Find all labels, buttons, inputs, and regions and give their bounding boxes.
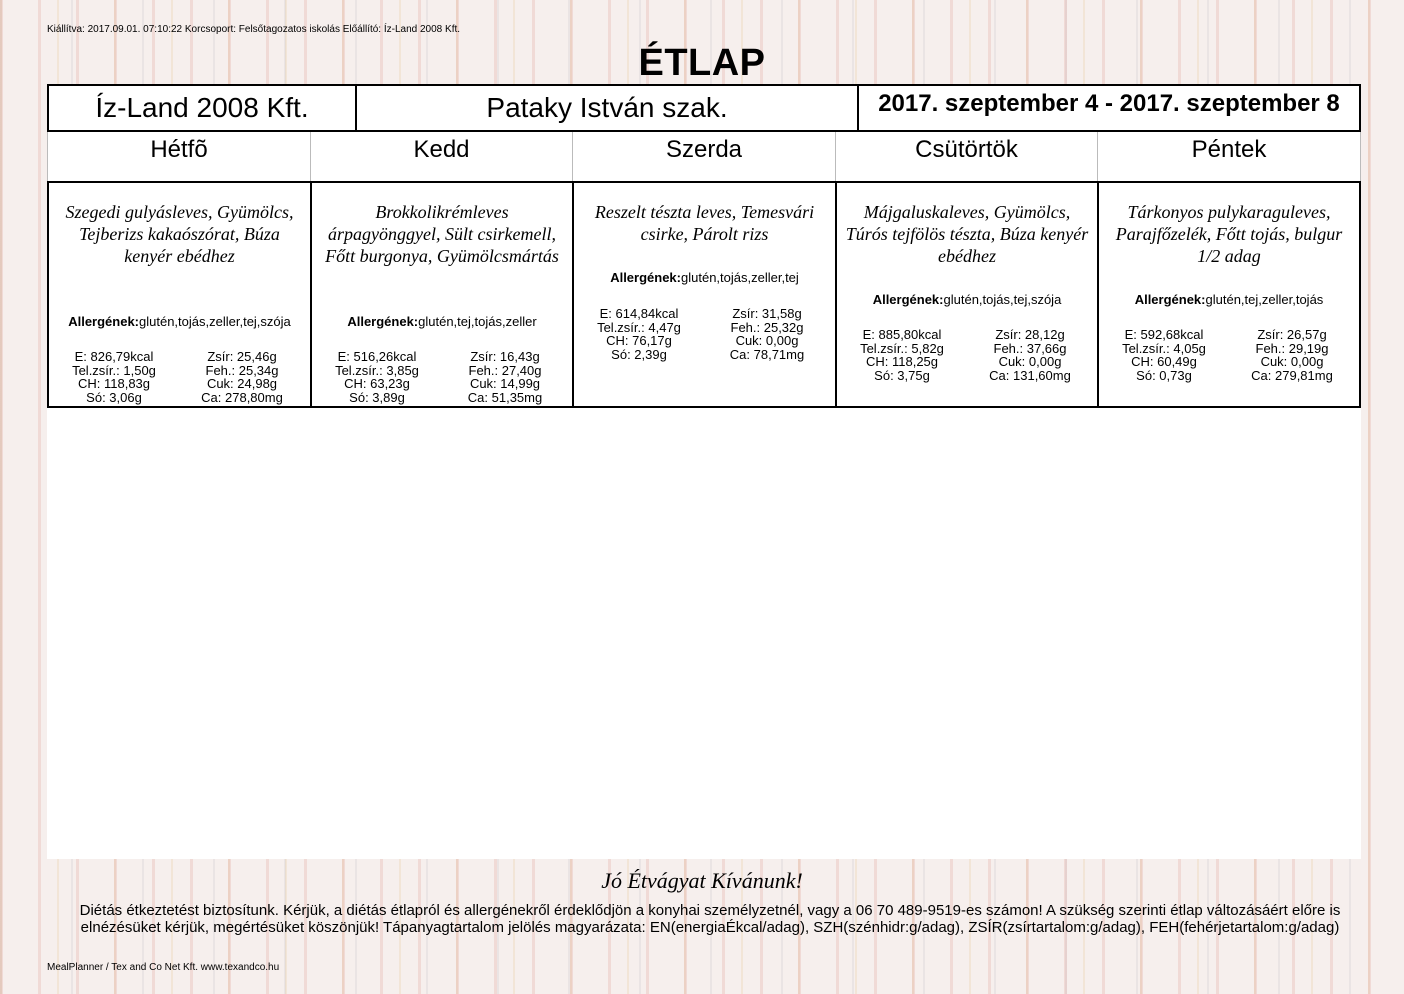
menu-cell-tuesday bbox=[312, 183, 574, 406]
nutrition-col-right bbox=[177, 350, 307, 404]
salt-value: Só: 3,75g bbox=[874, 367, 930, 383]
nutrition-col-left bbox=[837, 328, 967, 382]
allergen-label: Allergének: bbox=[872, 292, 944, 307]
carb-value: CH: 63,23g bbox=[344, 376, 410, 391]
school-name: Pataky István szak. bbox=[357, 86, 859, 130]
fat-value: Zsír: 28,12g bbox=[995, 327, 1065, 342]
supplier-name: Íz-Land 2008 Kft. bbox=[49, 86, 357, 130]
allergen-list: glutén,tojás,zeller,tej,szója bbox=[139, 314, 291, 329]
dish-text: Brokkolikrémleves árpagyönggyel, Sült csirkemell, Főtt burgonya, Gyümölcsmártás bbox=[325, 202, 559, 266]
day-header-monday: Hétfõ bbox=[48, 132, 311, 181]
nutrition-col-right bbox=[1227, 328, 1357, 382]
nutrition-col-right bbox=[965, 328, 1095, 382]
info-row bbox=[47, 84, 1361, 132]
fat-value: Zsír: 25,46g bbox=[207, 349, 277, 364]
calcium-value: Ca: 279,81mg bbox=[1251, 367, 1333, 383]
energy-value: E: 614,84kcal bbox=[599, 306, 679, 321]
nutrition-col-left bbox=[574, 307, 704, 361]
energy-value: E: 885,80kcal bbox=[862, 327, 942, 342]
allergen-label: Allergének: bbox=[610, 270, 681, 285]
day-header-row bbox=[47, 132, 1361, 181]
calcium-value: Ca: 78,71mg bbox=[729, 346, 805, 362]
allergen-line bbox=[316, 314, 568, 330]
page-title: ÉTLAP bbox=[638, 42, 766, 84]
date-range: 2017. szeptember 4 - 2017. szeptember 8 bbox=[878, 90, 1340, 117]
bon-appetit-text: Jó Étvágyat Kívánunk! bbox=[601, 868, 803, 893]
allergen-label: Allergének: bbox=[1134, 292, 1206, 307]
energy-value: E: 826,79kcal bbox=[74, 349, 154, 364]
protein-value: Feh.: 29,19g bbox=[1255, 340, 1329, 356]
saturated-fat-value: Tel.zsír.: 5,82g bbox=[860, 340, 944, 356]
carb-value: CH: 118,25g bbox=[865, 354, 939, 369]
sugar-value: Cuk: 24,98g bbox=[206, 376, 278, 391]
sugar-value: Cuk: 0,00g bbox=[998, 354, 1062, 369]
dish-text: Reszelt tészta leves, Temesvári csirke, Párolt rizs bbox=[594, 202, 815, 244]
dish-text: Szegedi gulyásleves, Gyümölcs, Tejberizs kakaószórat, Búza kenyér ebédhez bbox=[65, 202, 294, 266]
sugar-value: Cuk: 14,99g bbox=[469, 376, 541, 391]
calcium-value: Ca: 131,60mg bbox=[989, 367, 1071, 383]
issue-info: Kiállítva: 2017.09.01. 07:10:22 Korcsoport: Felsőtagozatos iskolás Előállító: Íz-Land 2008 Kft. bbox=[47, 24, 461, 35]
nutrition-col-left bbox=[1099, 328, 1229, 382]
sugar-value: Cuk: 0,00g bbox=[735, 333, 799, 348]
nutrition-col-left bbox=[49, 350, 179, 404]
dish-text: Májgaluskaleves, Gyümölcs, Túrós tejfölös tészta, Búza kenyér ebédhez bbox=[845, 202, 1089, 266]
diet-notice: Diétás étkeztetést biztosítunk. Kérjük, a diétás étlapról és allergénekről érdeklődjön a konyhai személyzetnél, vagy a 06 70 489-9519-es számon! A szükség szerinti étlap változásáért előre is elnézésüket kérjük, megértésüket köszönjük! Tápanyagtartalom jelölés magyarázata: EN(energiaÉkcal/adag), SZH(szénhidr:g/adag), ZSÍR(zsírtartalom:g/adag), FEH(fehérjetartalom:g/adag) bbox=[79, 902, 1341, 936]
footer-credit: MealPlanner / Tex and Co Net Kft. www.texandco.hu bbox=[47, 962, 280, 973]
menu-cell-wednesday bbox=[574, 183, 837, 406]
carb-value: CH: 118,83g bbox=[77, 376, 151, 391]
nutrition-col-right bbox=[440, 350, 570, 404]
menu-cell-friday bbox=[1099, 183, 1359, 406]
saturated-fat-value: Tel.zsír.: 1,50g bbox=[72, 362, 156, 378]
day-header-tuesday: Kedd bbox=[311, 132, 573, 181]
menu-cell-thursday bbox=[837, 183, 1099, 406]
fat-value: Zsír: 31,58g bbox=[732, 306, 802, 321]
fat-value: Zsír: 16,43g bbox=[470, 349, 540, 364]
allergen-list: glutén,tej,zeller,tojás bbox=[1205, 292, 1324, 307]
allergen-line bbox=[1103, 292, 1355, 308]
allergen-label: Allergének: bbox=[347, 314, 419, 329]
salt-value: Só: 3,89g bbox=[349, 389, 405, 405]
salt-value: Só: 2,39g bbox=[611, 346, 667, 362]
calcium-value: Ca: 278,80mg bbox=[201, 389, 283, 405]
protein-value: Feh.: 25,32g bbox=[730, 319, 804, 335]
saturated-fat-value: Tel.zsír.: 3,85g bbox=[335, 362, 419, 378]
allergen-list: glutén,tojás,tej,szója bbox=[943, 292, 1062, 307]
day-header-thursday: Csütörtök bbox=[836, 132, 1098, 181]
menu-row bbox=[47, 181, 1361, 408]
carb-value: CH: 76,17g bbox=[606, 333, 672, 348]
salt-value: Só: 0,73g bbox=[1136, 367, 1192, 383]
menu-cell-monday bbox=[49, 183, 312, 406]
allergen-list: glutén,tojás,zeller,tej bbox=[681, 270, 799, 285]
sugar-value: Cuk: 0,00g bbox=[1260, 354, 1324, 369]
protein-value: Feh.: 37,66g bbox=[993, 340, 1067, 356]
day-header-wednesday: Szerda bbox=[573, 132, 836, 181]
saturated-fat-value: Tel.zsír.: 4,47g bbox=[597, 319, 681, 335]
day-header-friday: Péntek bbox=[1191, 136, 1267, 163]
salt-value: Só: 3,06g bbox=[86, 389, 142, 405]
saturated-fat-value: Tel.zsír.: 4,05g bbox=[1122, 340, 1206, 356]
nutrition-col-right bbox=[702, 307, 832, 361]
nutrition-col-left bbox=[312, 350, 442, 404]
allergen-list: glutén,tej,tojás,zeller bbox=[418, 314, 537, 329]
fat-value: Zsír: 26,57g bbox=[1257, 327, 1327, 342]
allergen-line bbox=[53, 314, 306, 330]
calcium-value: Ca: 51,35mg bbox=[467, 389, 543, 405]
allergen-line bbox=[841, 292, 1093, 308]
allergen-line bbox=[578, 270, 831, 286]
dish-text: Tárkonyos pulykaraguleves, Parajfőzelék, Főtt tojás, bulgur 1/2 adag bbox=[1115, 202, 1343, 266]
energy-value: E: 516,26kcal bbox=[337, 349, 417, 364]
energy-value: E: 592,68kcal bbox=[1124, 327, 1204, 342]
allergen-label: Allergének: bbox=[68, 314, 140, 329]
protein-value: Feh.: 27,40g bbox=[468, 362, 542, 378]
protein-value: Feh.: 25,34g bbox=[205, 362, 279, 378]
carb-value: CH: 60,49g bbox=[1131, 354, 1197, 369]
